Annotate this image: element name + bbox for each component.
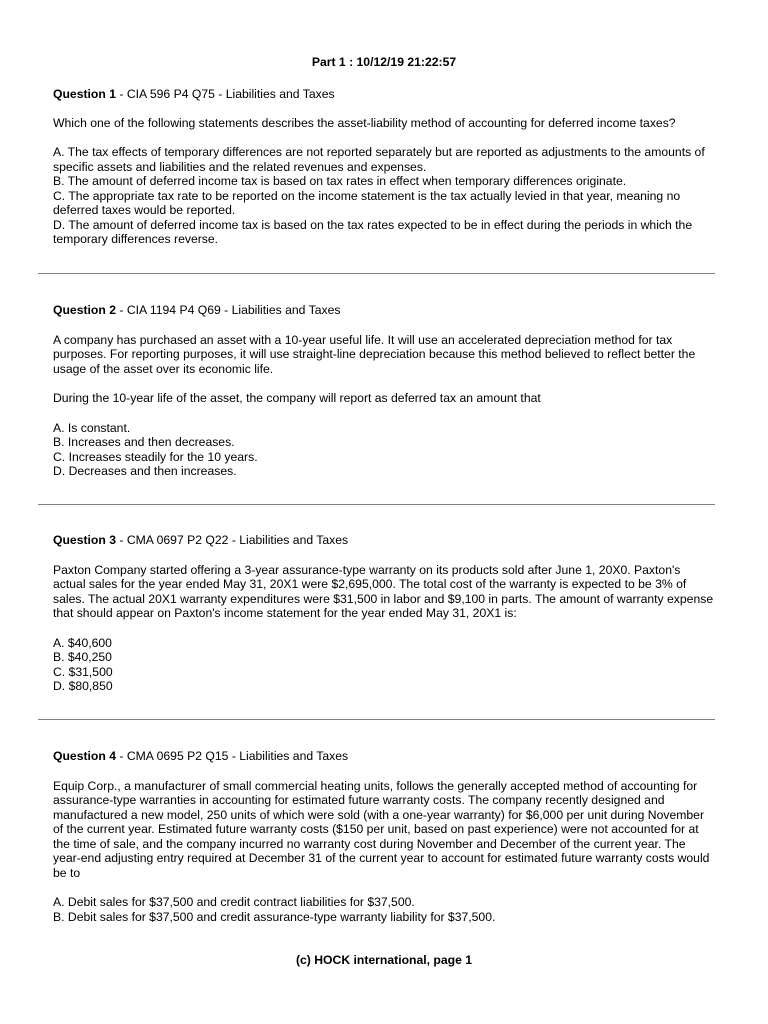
answer-option: A. $40,600 [53, 635, 112, 650]
answer-option: C. Increases steadily for the 10 years. [53, 449, 258, 464]
question-3 [53, 533, 715, 694]
answer-option: A. The tax effects of temporary differences are not reported separately but are reported as adjustments to the amounts of specific assets and liabilities and the related revenues and expenses. [53, 145, 705, 174]
answer-option: D. $80,850 [53, 679, 113, 693]
question-title [53, 533, 715, 548]
question-label: Question 4 [53, 749, 116, 763]
question-title [53, 749, 715, 764]
answer-options [53, 145, 715, 247]
question-stem: Which one of the following statements describes the asset-liability method of accounting for deferred income taxes? [53, 115, 676, 130]
answer-options [53, 636, 715, 694]
page-footer: (c) HOCK international, page 1 [295, 953, 473, 967]
question-title [53, 303, 715, 318]
question-stem: A company has purchased an asset with a 10-year useful life. It will use an accelerated depreciation method for tax purposes. For reporting purposes, it will use straight-line depreciation because this method believed to reflect better the usage of the asset over its economic life. [53, 332, 696, 376]
answer-option: D. Decreases and then increases. [53, 464, 237, 478]
question-1 [53, 87, 715, 247]
question-4 [53, 749, 715, 924]
question-stem: Paxton Company started offering a 3-year assurance-type warranty on its products sold after June 1, 20X0. Paxton's actual sales for the year ended May 31, 20X1 were $2,695,000. The total cost of the warranty is expected to be 3% of sales. The actual 20X1 warranty expenditures were $31,500 in labor and $9,100 in parts. The amount of warranty expense that should appear on Paxton's income statement for the year ended May 31, 20X1 is: [53, 562, 714, 620]
question-title [53, 87, 715, 102]
section-divider [38, 273, 715, 274]
answer-options [53, 895, 715, 924]
answer-option: C. $31,500 [53, 664, 113, 679]
question-meta: - CIA 596 P4 Q75 - Liabilities and Taxes [115, 87, 335, 101]
question-stem: Equip Corp., a manufacturer of small commercial heating units, follows the generally accepted method of accounting for assurance-type warranties in accounting for estimated future warranty costs. The company recently designed and manufactured a new model, 250 units of which were sold (with a one-year warranty) for $6,000 per unit during November of the current year. Estimated future warranty costs ($150 per unit, based on past experience) were not accounted for at the time of sale, and the company incurred no warranty cost during November and December of the current year. The year-end adjusting entry required at December 31 of the current year to account for estimated future warranty costs would be to [53, 778, 710, 880]
part-header: Part 1 : 10/12/19 21:22:57 [311, 55, 457, 69]
answer-option: A. Is constant. [53, 420, 131, 435]
answer-options [53, 421, 715, 479]
question-label: Question 3 [53, 533, 116, 547]
section-divider [38, 504, 715, 505]
question-meta: - CMA 0697 P2 Q22 - Liabilities and Taxes [115, 533, 349, 547]
question-label: Question 1 [53, 87, 116, 101]
question-stem: During the 10-year life of the asset, the company will report as deferred tax an amount that [53, 391, 541, 405]
question-label: Question 2 [53, 303, 116, 317]
answer-option: A. Debit sales for $37,500 and credit contract liabilities for $37,500. [53, 895, 415, 909]
section-divider [38, 719, 715, 720]
question-meta: - CIA 1194 P4 Q69 - Liabilities and Taxes [115, 303, 341, 317]
answer-option: D. The amount of deferred income tax is based on the tax rates expected to be in effect during the periods in which the temporary differences reverse. [53, 217, 693, 246]
answer-option: C. The appropriate tax rate to be reported on the income statement is the tax actually levied in that year, meaning no deferred taxes would be reported. [53, 188, 681, 217]
answer-option: B. Debit sales for $37,500 and credit assurance-type warranty liability for $37,500. [53, 909, 496, 924]
answer-option: B. $40,250 [53, 650, 112, 664]
question-meta: - CMA 0695 P2 Q15 - Liabilities and Taxes [115, 749, 349, 763]
question-2 [53, 303, 715, 479]
answer-option: B. Increases and then decreases. [53, 435, 235, 449]
answer-option: B. The amount of deferred income tax is based on tax rates in effect when temporary differences originate. [53, 174, 627, 188]
